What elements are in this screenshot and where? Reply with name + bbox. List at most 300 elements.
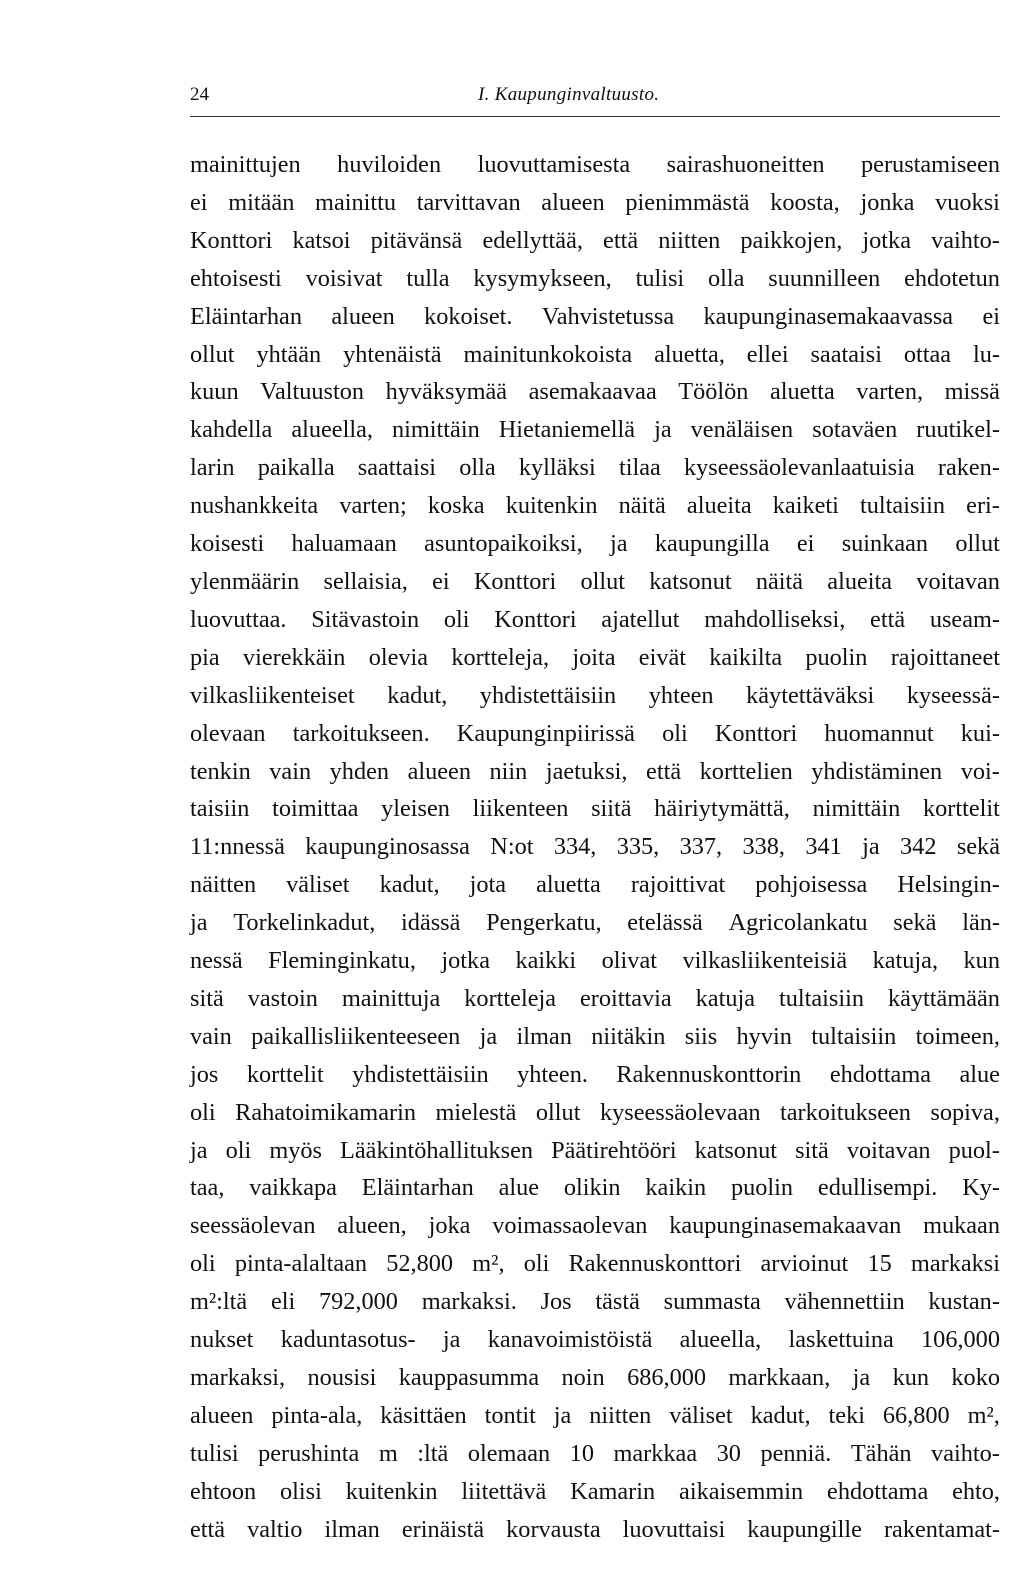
word: Rakennuskonttori xyxy=(568,1250,742,1278)
text-line xyxy=(190,1321,1000,1359)
word: 686,000 xyxy=(627,1364,707,1391)
word: alueen xyxy=(331,302,395,330)
word: olla xyxy=(459,454,496,482)
text-line xyxy=(190,146,1000,184)
word: katsonut xyxy=(649,567,732,595)
word: sitä xyxy=(795,1136,829,1164)
word: markkaa xyxy=(613,1439,698,1467)
word: myös xyxy=(269,1136,322,1164)
word: ei xyxy=(982,302,1000,330)
word: häiriytymättä, xyxy=(654,795,790,823)
word: Konttori xyxy=(714,719,798,747)
word: luovuttamisesta xyxy=(477,151,631,178)
word: ilman xyxy=(324,1515,380,1543)
word: kadut, xyxy=(750,1401,811,1429)
word: näitten xyxy=(190,871,257,899)
word: Konttori xyxy=(190,226,273,254)
word: yhteen xyxy=(648,681,714,709)
word: korvausta xyxy=(506,1515,601,1543)
word: huviloiden xyxy=(337,151,442,178)
word: Hietaniemellä xyxy=(498,416,636,444)
word: koko xyxy=(951,1364,1000,1391)
word: valtio xyxy=(247,1515,303,1543)
word: Tähän xyxy=(850,1439,912,1467)
text-line xyxy=(190,449,1000,487)
word: Kaupunginpiirissä xyxy=(456,719,635,747)
word: ja xyxy=(190,1136,208,1164)
word: Konttori xyxy=(473,567,557,595)
word: Konttori xyxy=(494,605,577,633)
word: yhden xyxy=(329,757,390,785)
word: markaksi. xyxy=(421,1288,517,1316)
word: raken- xyxy=(937,454,1000,482)
word: tarvittavan xyxy=(416,188,521,216)
word: huomannut xyxy=(824,719,934,747)
word: 106,000 xyxy=(921,1326,1000,1354)
word: ja xyxy=(479,1022,498,1050)
text-line xyxy=(190,411,1000,449)
text-line xyxy=(190,942,1000,980)
word: sairashuoneitten xyxy=(666,151,825,178)
word: katuja xyxy=(695,984,756,1012)
word: aluetta, xyxy=(654,340,725,368)
word: tarkoitukseen. xyxy=(292,719,430,747)
word: kaupunginosassa xyxy=(305,833,470,861)
word: Eläintarhan xyxy=(361,1174,474,1202)
word: paikkojen, xyxy=(740,226,843,254)
word: m²:ltä xyxy=(190,1288,248,1316)
word: ei xyxy=(432,567,450,595)
word: luovuttaisi xyxy=(622,1515,726,1543)
word: 338, xyxy=(742,833,785,861)
word: voitavan xyxy=(846,1136,931,1164)
word: mahdolliseksi, xyxy=(704,605,846,633)
word: jonka xyxy=(860,188,915,216)
word: idässä xyxy=(401,909,461,937)
word: lu- xyxy=(972,340,1000,368)
text-line xyxy=(190,1359,1000,1397)
word: kun xyxy=(963,947,1000,975)
word: yleisen xyxy=(381,795,450,823)
word: nimittäin xyxy=(392,416,480,444)
word: voisivat xyxy=(305,264,383,292)
word: nukset xyxy=(190,1326,254,1354)
text-line xyxy=(190,790,1000,828)
word: kadut, xyxy=(379,871,440,899)
word: Kamarin xyxy=(570,1477,656,1505)
word: niin xyxy=(489,757,528,785)
word: tultaisiin xyxy=(860,492,946,520)
text-line xyxy=(190,1207,1000,1245)
text-line xyxy=(190,1132,1000,1170)
word: 15 xyxy=(867,1250,892,1278)
word: nushankkeita xyxy=(190,492,319,520)
word: kaikin xyxy=(645,1174,707,1202)
word: sopiva, xyxy=(930,1098,1000,1126)
word: ehdottama xyxy=(827,1477,929,1505)
word: pienimmästä xyxy=(625,188,750,216)
word: tultaisiin xyxy=(811,1022,897,1050)
word: olivat xyxy=(601,947,657,975)
word: etelässä xyxy=(627,909,703,937)
word: oli xyxy=(662,719,688,747)
text-line xyxy=(190,639,1000,677)
word: asuntopaikoiksi, xyxy=(424,530,583,558)
word: vierekkäin xyxy=(242,643,346,671)
word: voimassaolevan xyxy=(492,1212,648,1240)
word: katsonut xyxy=(694,1136,777,1164)
word: kuitenkin xyxy=(345,1477,438,1505)
word: pinta-ala, xyxy=(271,1401,363,1429)
word: kahdella xyxy=(190,416,273,444)
word: kuitenkin xyxy=(505,492,598,520)
word: jotka xyxy=(441,947,490,975)
word: edellyttää, xyxy=(482,226,583,254)
text-line xyxy=(190,222,1000,260)
word: näitä xyxy=(755,567,804,595)
word: tästä xyxy=(595,1288,640,1316)
word: ja xyxy=(553,1401,572,1429)
word: ei xyxy=(796,530,815,558)
word: vaihto- xyxy=(931,1439,1000,1467)
word: olevia xyxy=(368,643,429,671)
word: kokoiset. xyxy=(424,302,513,330)
word: markkaan, xyxy=(728,1364,831,1391)
word: siitä xyxy=(591,795,632,823)
word: perustamiseen xyxy=(861,151,1000,178)
word: erinäistä xyxy=(401,1515,485,1543)
word: larin xyxy=(190,454,235,482)
word: tontit xyxy=(484,1401,536,1429)
word: ja xyxy=(190,909,208,937)
word: Rakennuskonttorin xyxy=(616,1060,802,1088)
word: rajoittaneet xyxy=(890,643,1000,671)
word: voi- xyxy=(960,757,1000,785)
word: puolin xyxy=(730,1174,794,1202)
word: eroittavia xyxy=(579,984,672,1012)
word: 792,000 xyxy=(318,1288,398,1316)
word: nousisi xyxy=(307,1364,377,1391)
text-line xyxy=(190,1283,1000,1321)
word: joka xyxy=(428,1212,471,1240)
word: paikallisliikenteeseen xyxy=(251,1022,461,1050)
word: eri- xyxy=(966,492,1000,520)
word: yhdistettäisiin xyxy=(479,681,617,709)
word: mainittu xyxy=(315,188,397,216)
word: m², xyxy=(967,1401,1000,1429)
word: että xyxy=(603,226,639,254)
word: haluamaan xyxy=(291,530,397,558)
word: 334, xyxy=(553,833,597,861)
word: ehtoisesti xyxy=(190,264,282,292)
text-line xyxy=(190,866,1000,904)
word: 337, xyxy=(679,833,723,861)
word: kauppasumma xyxy=(398,1364,540,1391)
word: N:ot xyxy=(490,833,534,861)
word: varten, xyxy=(856,378,924,406)
word: län- xyxy=(962,909,1000,937)
word: nimittäin xyxy=(812,795,901,823)
word: käyttämään xyxy=(887,984,1000,1012)
word: kun xyxy=(892,1364,930,1391)
word: Fleminginkatu, xyxy=(268,947,416,975)
word: hyvin xyxy=(736,1022,792,1050)
word: jaetuksi, xyxy=(545,757,628,785)
word: Eläintarhan xyxy=(190,302,302,330)
word: noin xyxy=(561,1364,605,1391)
word: korttelit xyxy=(922,795,1000,823)
word: Sitävastoin xyxy=(311,605,420,633)
word: kui- xyxy=(960,719,1000,747)
page-header xyxy=(190,84,1000,114)
word: venäläisen xyxy=(690,416,794,444)
text-line xyxy=(190,980,1000,1018)
word: Päätirehtööri xyxy=(551,1136,677,1164)
word: liitettävä xyxy=(461,1477,547,1505)
word: liikenteen xyxy=(472,795,569,823)
text-line xyxy=(190,715,1000,753)
word: sekä xyxy=(893,909,937,937)
word: vain xyxy=(269,757,312,785)
word: alueen xyxy=(190,1401,254,1429)
word: olevaan xyxy=(190,719,266,747)
word: käsittäen xyxy=(380,1401,467,1429)
word: siis xyxy=(684,1022,718,1050)
word: yhteen. xyxy=(517,1060,588,1088)
header-rule xyxy=(190,116,1000,117)
word: yhdistäminen xyxy=(811,757,943,785)
word: yhtenäistä xyxy=(343,340,442,368)
word: tilaa xyxy=(618,454,661,482)
word: 66,800 xyxy=(882,1401,950,1429)
word: sekä xyxy=(956,833,1000,861)
word: pinta-alaltaan xyxy=(234,1250,368,1278)
word: oli xyxy=(443,605,470,633)
word: kortteleja, xyxy=(451,643,550,671)
word: 10 xyxy=(569,1439,594,1467)
word: oli xyxy=(190,1098,216,1126)
text-line xyxy=(190,1511,1000,1549)
word: väliset xyxy=(669,1401,733,1429)
word: ylenmäärin xyxy=(190,567,300,595)
word: koisesti xyxy=(190,530,265,558)
word: ehto, xyxy=(952,1477,1000,1505)
text-line xyxy=(190,1473,1000,1511)
word: Valtuuston xyxy=(260,378,365,406)
word: ollut xyxy=(955,530,1000,558)
word: joita xyxy=(572,643,616,671)
word: vilkasliikenteiset xyxy=(190,681,355,709)
word: koosta, xyxy=(770,188,840,216)
word: mukaan xyxy=(923,1212,1000,1240)
text-line xyxy=(190,1435,1000,1473)
word: teki xyxy=(828,1401,865,1429)
word: ollut xyxy=(580,567,626,595)
word: ei xyxy=(190,188,208,216)
word: sellaisia, xyxy=(323,567,408,595)
word: kaupunginasemakaavassa xyxy=(703,302,954,330)
word: oli xyxy=(523,1250,550,1278)
word: saataisi xyxy=(810,340,882,368)
text-line xyxy=(190,1056,1000,1094)
word: seessäolevan xyxy=(190,1212,316,1240)
page-number: 24 xyxy=(190,84,209,105)
word: puol- xyxy=(948,1136,1000,1164)
word: kortteleja xyxy=(464,984,557,1012)
word: toimeen, xyxy=(915,1022,1000,1050)
word: tarkoitukseen xyxy=(780,1098,911,1126)
word: mielestä xyxy=(435,1098,517,1126)
word: kyseessäolevanlaatuisia xyxy=(683,454,915,482)
word: ilman xyxy=(516,1022,572,1050)
word: kaupunginasemakaavan xyxy=(669,1212,902,1240)
word: yhdistettäisiin xyxy=(352,1060,489,1088)
word: mainittuja xyxy=(341,984,441,1012)
text-line xyxy=(190,373,1000,411)
body-text xyxy=(190,146,1000,1549)
word: kaupungille xyxy=(747,1515,862,1543)
word: penniä. xyxy=(760,1439,832,1467)
word: Ky- xyxy=(962,1174,1000,1202)
word: taisiin xyxy=(190,795,250,823)
text-line xyxy=(190,184,1000,222)
word: olla xyxy=(708,264,745,292)
word: vastoin xyxy=(247,984,318,1012)
word: olikin xyxy=(563,1174,621,1202)
word: Lääkintöhallituksen xyxy=(340,1136,534,1164)
word: taa, xyxy=(190,1174,225,1202)
word: mainitunkokoista xyxy=(463,340,633,368)
word: edullisempi. xyxy=(817,1174,938,1202)
word: m xyxy=(378,1439,398,1467)
text-line xyxy=(190,1397,1000,1435)
word: mitään xyxy=(228,188,295,216)
word: että xyxy=(646,757,682,785)
word: 30 xyxy=(716,1439,741,1467)
word: luovuttaa. xyxy=(190,605,287,633)
word: summasta xyxy=(663,1288,761,1316)
word: kaikilta xyxy=(709,643,783,671)
word: mainittujen xyxy=(190,151,301,178)
text-line xyxy=(190,1245,1000,1283)
word: olisi xyxy=(279,1477,322,1505)
word: varten; xyxy=(339,492,407,520)
text-line xyxy=(190,1169,1000,1207)
word: m², xyxy=(472,1250,505,1278)
text-line xyxy=(190,563,1000,601)
word: Jos xyxy=(540,1288,572,1316)
word: rajoittivat xyxy=(630,871,726,899)
word: eivät xyxy=(638,643,687,671)
word: ja xyxy=(852,1364,871,1391)
word: missä xyxy=(944,378,1000,406)
word: eli xyxy=(270,1288,296,1316)
word: 341 xyxy=(805,833,842,861)
word: Torkelinkadut, xyxy=(233,909,376,937)
text-line xyxy=(190,336,1000,374)
word: alueita xyxy=(827,567,893,595)
text-line xyxy=(190,260,1000,298)
word: yhtään xyxy=(256,340,322,368)
word: pitävänsä xyxy=(370,226,463,254)
word: puolin xyxy=(805,643,868,671)
text-line xyxy=(190,298,1000,336)
word: korttelit xyxy=(246,1060,324,1088)
word: niitäkin xyxy=(591,1022,666,1050)
word: sotaväen xyxy=(812,416,898,444)
word: laskettuina xyxy=(788,1326,894,1354)
word: aluetta xyxy=(769,378,835,406)
word: alueen xyxy=(541,188,605,216)
word: korttelien xyxy=(699,757,793,785)
word: tultaisiin xyxy=(778,984,865,1012)
word: vain xyxy=(190,1022,232,1050)
word: ehtoon xyxy=(190,1477,257,1505)
word: ehdottama xyxy=(829,1060,932,1088)
text-line xyxy=(190,487,1000,525)
word: kyseessä- xyxy=(906,681,1000,709)
text-line xyxy=(190,525,1000,563)
word: tulisi xyxy=(635,264,685,292)
word: rakentamat- xyxy=(883,1515,1000,1543)
word: vilkasliikenteisiä xyxy=(682,947,848,975)
word: aluetta xyxy=(536,871,601,899)
word: ruutikel- xyxy=(916,416,1000,444)
word: Agricolankatu xyxy=(728,909,868,937)
word: aikaisemmin xyxy=(679,1477,804,1505)
word: kanavoimistöistä xyxy=(487,1326,653,1354)
word: ehdotetun xyxy=(904,264,1000,292)
word: oli xyxy=(190,1250,216,1278)
word: jotka xyxy=(862,226,911,254)
text-line xyxy=(190,828,1000,866)
word: voitavan xyxy=(916,567,1000,595)
word: vähennettiin xyxy=(784,1288,905,1316)
word: 52,800 xyxy=(386,1250,454,1278)
word: vaikkapa xyxy=(249,1174,337,1202)
word: ottaa xyxy=(903,340,952,368)
word: niitten xyxy=(589,1401,652,1429)
word: markaksi xyxy=(910,1250,1000,1278)
word: kaiketi xyxy=(772,492,839,520)
word: saattaisi xyxy=(357,454,437,482)
word: sitä xyxy=(190,984,224,1012)
word: 335, xyxy=(616,833,660,861)
word: markaksi, xyxy=(190,1364,286,1391)
word: kadut, xyxy=(387,681,448,709)
word: asemakaavaa xyxy=(528,378,657,406)
word: tulisi xyxy=(190,1439,239,1467)
word: ja xyxy=(442,1326,461,1354)
text-line xyxy=(190,677,1000,715)
word: olemaan xyxy=(467,1439,551,1467)
word: 342 xyxy=(900,833,937,861)
word: kylläksi xyxy=(518,454,596,482)
word: tenkin xyxy=(190,757,251,785)
word: Vahvistetussa xyxy=(541,302,675,330)
word: vaihto- xyxy=(931,226,1000,254)
word: käytettäväksi xyxy=(746,681,875,709)
word: perushinta xyxy=(258,1439,360,1467)
word: väliset xyxy=(286,871,350,899)
word: kustan- xyxy=(928,1288,1000,1316)
word: Töölön xyxy=(678,378,749,406)
word: että xyxy=(870,605,906,633)
word: kysymykseen, xyxy=(473,264,612,292)
word: niitten xyxy=(658,226,721,254)
word: kuun xyxy=(190,378,239,406)
word: useam- xyxy=(929,605,1000,633)
